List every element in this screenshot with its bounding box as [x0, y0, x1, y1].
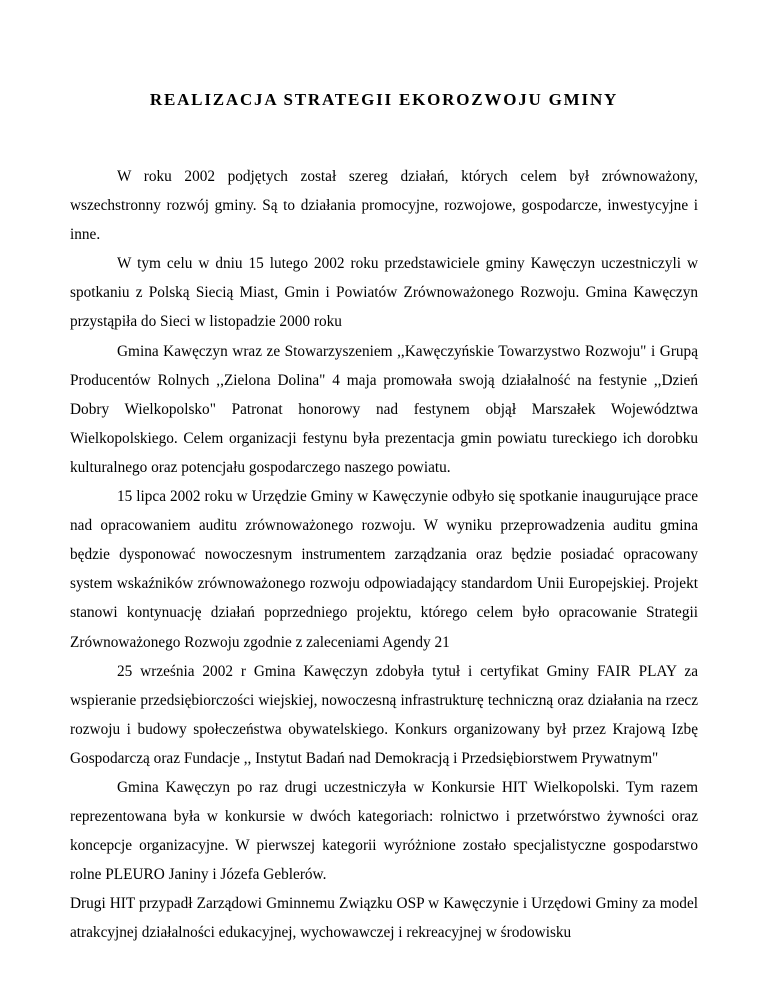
paragraph-hit-wielkopolski: Gmina Kawęczyn po raz drugi uczestniczyła w Konkursie HIT Wielkopolski. Tym razem reprezentowana była w konkursie w dwóch kategoriach: rolnictwo i przetwórstwo żywności oraz koncepcje organizacyjne. W pierwszej kategorii wyróżnione zostało specjalistyczne gospodarstwo rolne PLEURO Janiny i Józefa Geblerów.	[70, 778, 698, 884]
paragraph-network-meeting: W tym celu w dniu 15 lutego 2002 roku przedstawiciele gminy Kawęczyn uczestniczyli w spotkaniu z Polską Siecią Miast, Gmin i Powiatów Zrównoważonego Rozwoju. Gmina Kawęczyn przystąpiła do Sieci w listopadzie 2000 roku	[70, 255, 698, 331]
paragraph-second-hit: Drugi HIT przypadł Zarządowi Gminnemu Związku OSP w Kawęczynie i Urzędowi Gminy za model atrakcyjnej działalności edukacyjnej, wychowawczej i rekreacyjnej w środowisku	[70, 895, 698, 942]
paragraph-initiatives: W roku 2002 podjętych został szereg działań, których celem był zrównoważony, wszechstronny rozwój gminy. Są to działania promocyjne, rozwojowe, gospodarcze, inwestycyjne i inne.	[70, 168, 698, 244]
paragraph-audit: 15 lipca 2002 roku w Urzędzie Gminy w Kawęczynie odbyło się spotkanie inaugurujące prace nad opracowaniem auditu zrównoważonego rozwoju. W wyniku przeprowadzenia auditu gmina będzie dysponować nowoczesnym instrumentem zarządzania oraz będzie posiadać opracowany system wskaźników zrównoważonego rozwoju odpowiadający standardom Unii Europejskiej. Projekt stanowi kontynuację działań poprzedniego projektu, którego celem było opracowanie Strategii Zrównoważonego Rozwoju zgodnie z zaleceniami Agendy 21	[70, 488, 698, 651]
document-body	[70, 162, 698, 948]
paragraph-festival: Gmina Kawęczyn wraz ze Stowarzyszeniem ,,Kawęczyńskie Towarzystwo Rozwoju" i Grupą Producentów Rolnych ,,Zielona Dolina" 4 maja promowała swoją działalność na festynie ,,Dzień Dobry Wielkopolsko" Patronat honorowy nad festynem objął Marszałek Województwa Wielkopolskiego. Celem organizacji festynu była prezentacja gmin powiatu tureckiego ich dorobku kulturalnego oraz potencjału gospodarczego naszego powiatu.	[70, 342, 698, 476]
document-title: REALIZACJA STRATEGII EKOROZWOJU GMINY	[149, 90, 619, 109]
paragraph-fair-play: 25 września 2002 r Gmina Kawęczyn zdobyła tytuł i certyfikat Gminy FAIR PLAY za wspieranie przedsiębiorczości wiejskiej, nowoczesną infrastrukturę techniczną oraz działania na rzecz rozwoju i budowy społeczeństwa obywatelskiego. Konkurs organizowany był przez Krajową Izbę Gospodarczą oraz Fundacje ,, Instytut Badań nad Demokracją i Przedsiębiorstwem Prywatnym"	[70, 662, 698, 767]
